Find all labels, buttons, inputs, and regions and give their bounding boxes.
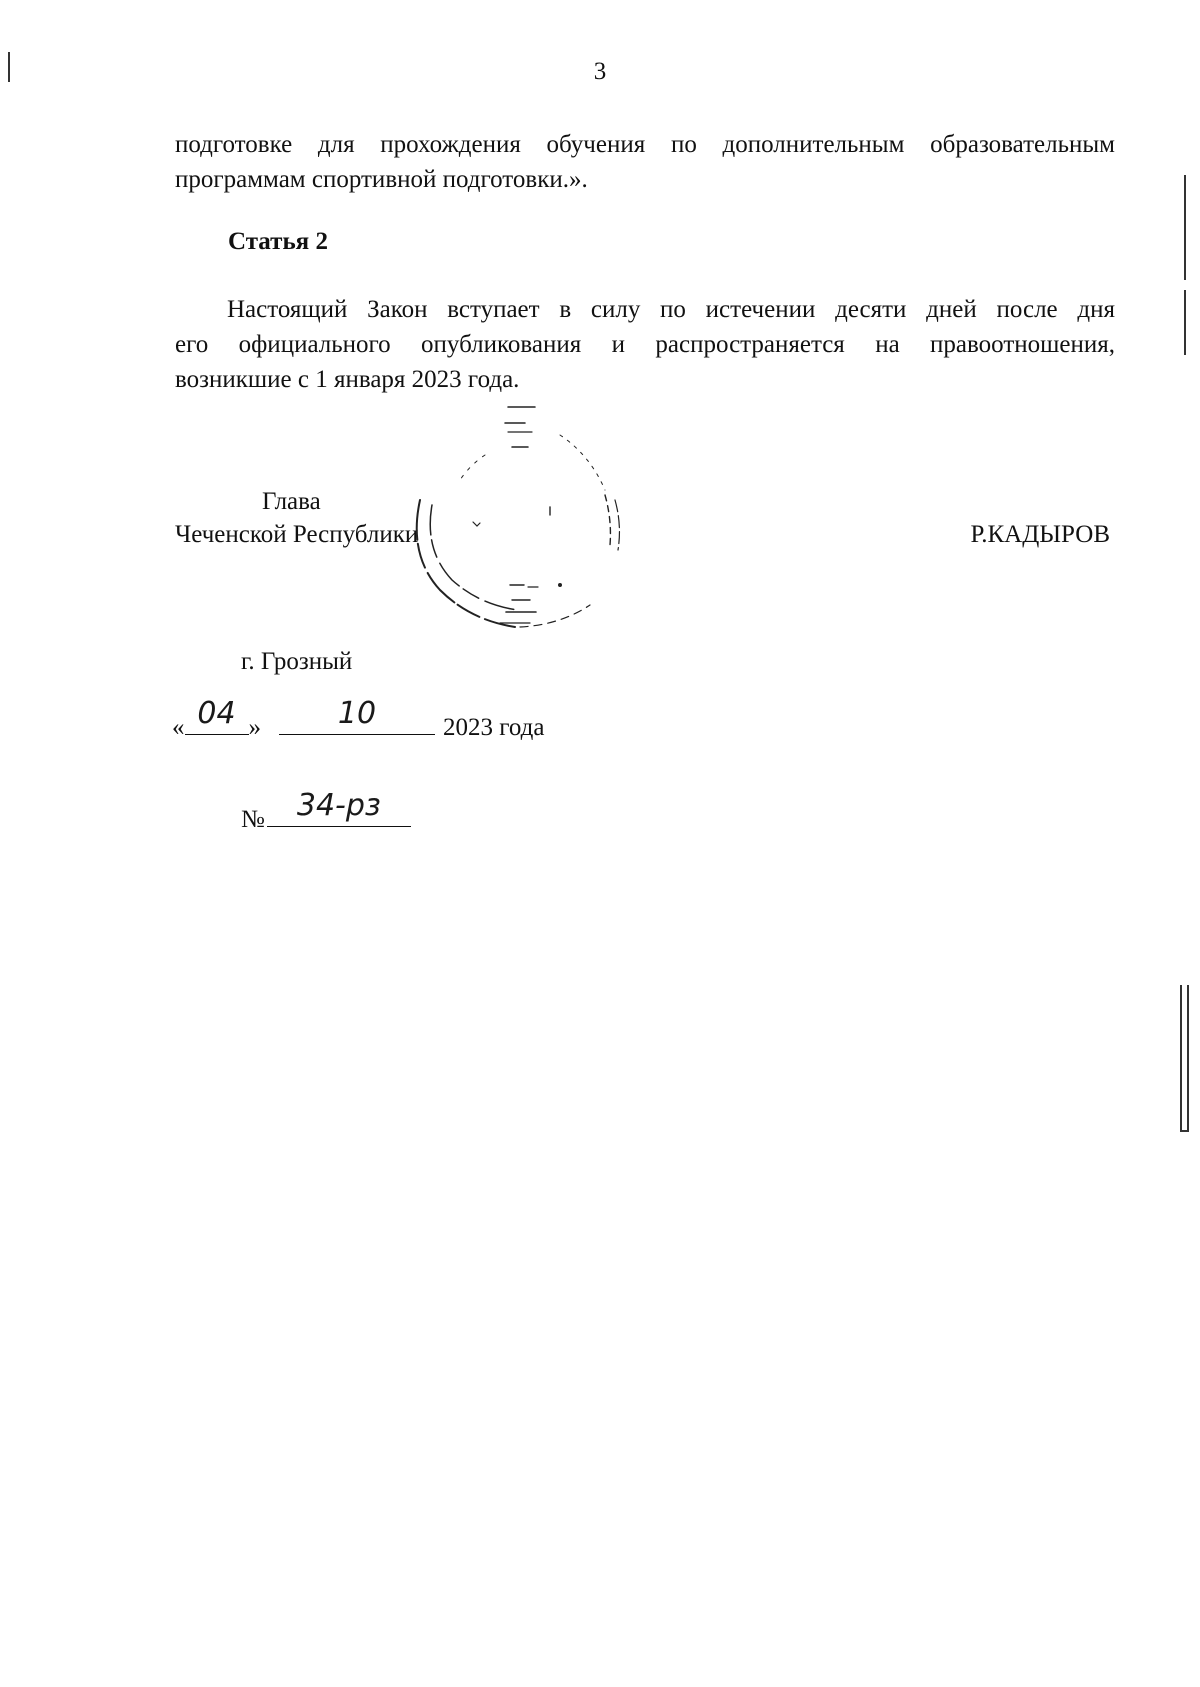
article-line: его официального опубликования и распространяется на правоотношения,: [175, 331, 1115, 358]
scan-edge-mark: [1180, 985, 1182, 1130]
date-day-blank: [185, 696, 249, 735]
law-number: [241, 788, 411, 834]
date-month-handwritten: 10: [337, 696, 377, 731]
date-year: 2023 года: [443, 714, 545, 741]
date-open-quote: «: [172, 714, 185, 741]
signatory-republic: Чеченской Республики: [175, 521, 419, 548]
date-day-handwritten: 04: [197, 696, 236, 731]
signatory-name: Р.КАДЫРОВ: [970, 521, 1110, 548]
article-heading: Статья 2: [228, 228, 328, 255]
official-stamp-seal: [400, 405, 635, 645]
scan-edge-mark: [1184, 290, 1186, 355]
article-line: возникшие с 1 января 2023 года.: [175, 366, 520, 393]
continuation-paragraph: подготовке для прохождения обучения по дополнительным образовательным программам спортивной подготовки.».: [175, 131, 1115, 193]
article-line: Настоящий Закон вступает в силу по истечении десяти дней после дня: [227, 296, 1115, 323]
scan-edge-mark: [1180, 1130, 1189, 1132]
place-of-signing: г. Грозный: [241, 648, 353, 675]
signing-date: [172, 696, 545, 742]
signatory-title: Глава: [262, 488, 321, 515]
date-month-blank: [279, 696, 435, 735]
number-sign: №: [241, 806, 265, 833]
page-number: 3: [593, 58, 607, 85]
article-body: [175, 292, 1115, 397]
scan-edge-mark: [1184, 175, 1186, 280]
scan-edge-mark: [1187, 985, 1189, 1130]
law-number-blank: [267, 788, 411, 827]
law-number-handwritten: 34-рз: [296, 788, 381, 823]
date-close-quote: »: [248, 714, 261, 741]
